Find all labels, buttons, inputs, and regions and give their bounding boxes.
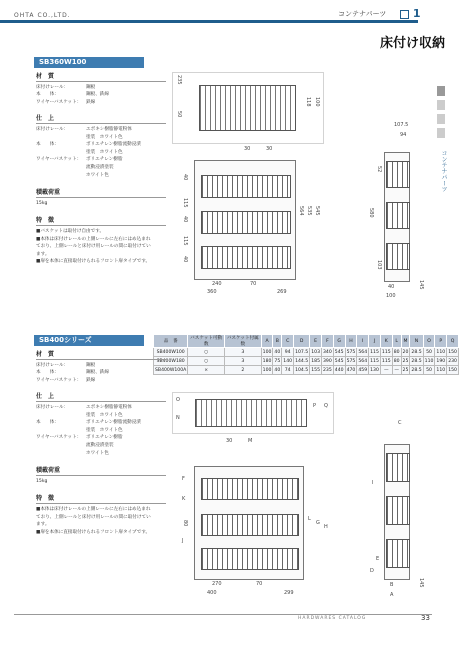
dim-label: P: [313, 403, 317, 409]
dim-label: F: [182, 476, 185, 482]
basket: [201, 246, 291, 269]
table-cell: ○: [188, 348, 225, 357]
dim-label: 115: [182, 236, 188, 246]
table-cell: 50: [423, 348, 435, 357]
dim-label: J: [182, 538, 184, 544]
product1-specs: [36, 68, 166, 266]
basket: [201, 548, 298, 570]
feature-item: ■本体は床付けレールの上側レールに左右にはめ込まれており、上側レールと床付け用レールの間に取付けています。: [36, 236, 151, 257]
chapter-number-text: 1: [412, 7, 421, 20]
table-cell: SB400W180: [154, 357, 188, 366]
table-cell: 564: [358, 358, 368, 364]
table-cell: 25: [402, 358, 409, 364]
dim-label: K: [182, 496, 186, 502]
dim-label: 145: [418, 280, 424, 290]
dim-label: 80: [182, 520, 188, 527]
features-heading: 特 徴: [36, 495, 166, 504]
table-cell: 50: [423, 366, 435, 375]
dim-label: 564: [298, 206, 304, 216]
table-cell: 575: [346, 358, 356, 364]
table-header-cell: I: [357, 335, 369, 348]
basket: [386, 496, 409, 525]
basket: [386, 161, 409, 189]
spec-row: 塗装 ホワイト色: [86, 149, 123, 155]
spec-row: 塗装 ホワイト色: [86, 427, 123, 433]
basket: [386, 539, 409, 568]
table-header-cell: A: [261, 335, 273, 348]
company-logo: OHTA CO.,LTD.: [14, 12, 71, 19]
table-cell: 110: [436, 349, 446, 355]
table-cell: 140: [283, 358, 293, 364]
table-cell: 25: [402, 367, 409, 373]
table-cell: 564: [358, 349, 368, 355]
table-cell: 2: [224, 366, 261, 375]
chapter-box-icon: [400, 10, 409, 19]
spec-row: 流動浸漬塗装: [86, 164, 114, 170]
spec-row: ワイヤーバスケット： ポリエチレン樹脂: [36, 435, 123, 441]
table-header-cell: M: [401, 335, 410, 348]
dim-label: 580: [368, 208, 374, 218]
table-cell: —: [392, 366, 401, 375]
basket: [201, 478, 298, 500]
table-cell: 115: [370, 349, 379, 355]
table-cell: 80: [393, 349, 400, 355]
table-cell: 130: [370, 367, 379, 373]
dim-label: 115: [182, 198, 188, 208]
dim-label: 240: [212, 281, 222, 287]
finish-heading: 仕 上: [36, 393, 166, 402]
material-heading: 材 質: [36, 351, 166, 360]
table-cell: 100: [262, 349, 272, 355]
material-heading: 材 質: [36, 73, 166, 82]
table-cell: 115: [381, 358, 391, 364]
dim-label: 40: [182, 174, 188, 181]
table-cell: 545: [334, 358, 344, 364]
table-header-cell: N: [410, 335, 423, 348]
dim-label: 40: [182, 216, 188, 223]
dim-label: 360: [207, 289, 217, 295]
index-tab: [437, 100, 445, 110]
table-cell: 190: [436, 358, 446, 364]
spec-row: 塗装 ホワイト色: [86, 134, 123, 140]
dimension-table: [153, 334, 459, 375]
table-cell: ×: [188, 366, 225, 375]
table-row: [154, 348, 459, 357]
table-cell: 100: [262, 367, 272, 373]
dim-label: O: [176, 397, 180, 403]
catalog-name: HARDWARES CATALOG: [298, 616, 367, 621]
index-tab: [437, 86, 445, 96]
table-cell: 235: [323, 367, 332, 373]
dim-label: A: [390, 592, 394, 598]
chapter-number: [400, 7, 421, 20]
table-cell: 470: [346, 367, 356, 373]
table-header-cell: C: [282, 335, 294, 348]
table-row: [154, 366, 459, 375]
dim-label: C: [398, 420, 402, 426]
spec-row: ワイヤーバスケット： 鉄線: [36, 99, 96, 105]
dim-label: 269: [277, 289, 287, 295]
table-cell: 40: [274, 349, 281, 355]
spec-row: 本 体： 鋼板、鉄線: [36, 370, 109, 376]
product2-specs: [36, 346, 166, 536]
dim-label: 545: [314, 206, 320, 216]
finish-heading: 仕 上: [36, 115, 166, 124]
table-cell: ○: [188, 357, 225, 366]
table-cell: 575: [346, 349, 356, 355]
table-cell: 94: [282, 348, 294, 357]
features-heading: 特 徴: [36, 217, 166, 226]
dim-label: 100: [386, 293, 396, 299]
table-cell: 155: [311, 367, 320, 373]
dim-label: 70: [250, 281, 257, 287]
table-cell: 230: [448, 358, 457, 364]
table-cell: 3: [224, 348, 261, 357]
product1-front-view: [172, 146, 322, 296]
dim-label: 270: [212, 581, 222, 587]
table-cell: 440: [334, 367, 344, 373]
load-heading: 積載荷重: [36, 189, 166, 198]
table-header-cell: 品 番: [154, 335, 188, 348]
spec-row: ワイヤーバスケット： 鉄線: [36, 377, 96, 383]
dim-label: 107.5: [394, 122, 409, 128]
feature-item: ■本体は床付けレールの上側レールに左右にはめ込まれており、上側レールと床付け用レールの間に取付けています。: [36, 506, 151, 528]
table-cell: 115: [370, 358, 379, 364]
front-view-frame: [194, 466, 304, 580]
spec-row: 塗装 ホワイト色: [86, 412, 123, 418]
table-cell: 75: [274, 358, 281, 364]
category-label: コンテナパーツ: [338, 10, 387, 18]
dim-label: H: [324, 524, 328, 530]
product2-front-view: [172, 438, 332, 603]
index-tab: [437, 128, 445, 138]
table-header-cell: F: [322, 335, 334, 348]
product2-header: SB400シリーズ: [34, 335, 144, 346]
table-header-cell: B: [273, 335, 282, 348]
dim-label: 118: [305, 97, 311, 107]
dim-label: 400: [207, 590, 217, 596]
spec-row: ホワイト色: [86, 172, 109, 178]
spec-row: ホワイト色: [86, 450, 109, 456]
table-cell: 28.5: [411, 358, 422, 364]
feature-item: ■バスケットは取付け自由です。: [36, 228, 105, 234]
table-cell: 185: [311, 358, 320, 364]
product2-top-view: [172, 392, 334, 434]
table-cell: —: [380, 366, 392, 375]
table-cell: 3: [224, 357, 261, 366]
dim-label: 40: [388, 284, 395, 290]
spec-row: 床付けレール： 鋼板: [36, 362, 96, 368]
side-view-frame: [384, 444, 410, 580]
table-cell: 340: [323, 349, 332, 355]
table-header-cell: バスケット可動数: [188, 335, 225, 348]
load-value: 15kg: [36, 478, 48, 484]
table-cell: 104.5: [295, 367, 309, 373]
table-cell: 110: [424, 358, 434, 364]
dim-label: 299: [284, 590, 294, 596]
table-header-cell: E: [310, 335, 322, 348]
table-cell: 545: [334, 349, 344, 355]
table-header-cell: Q: [447, 335, 459, 348]
page-number: 33: [421, 614, 430, 622]
basket: [386, 243, 409, 271]
table-cell: 20: [402, 349, 409, 355]
table-cell: 28.5: [411, 349, 422, 355]
table-cell: 110: [436, 367, 446, 373]
dim-label: 103: [376, 260, 382, 270]
table-header-cell: P: [435, 335, 447, 348]
dim-label: 235: [176, 75, 182, 85]
index-tabs: [437, 86, 445, 142]
basket: [201, 175, 291, 198]
dim-label: L: [308, 516, 311, 522]
basket: [201, 514, 298, 536]
spec-row: 本 体： ポリエチレン樹脂流動浸漬: [36, 420, 141, 426]
dim-label: 535: [306, 206, 312, 216]
side-category-label: コンテナパーツ: [440, 150, 447, 192]
dim-label: D: [370, 568, 374, 574]
product1-header: SB360W100: [34, 57, 144, 68]
dim-label: 52: [376, 166, 382, 173]
page-title: 床付け収納: [379, 36, 445, 51]
dim-label: 145: [418, 578, 424, 588]
load-heading: 積載荷重: [36, 467, 166, 476]
dim-label: E: [376, 556, 380, 562]
table-header-cell: O: [423, 335, 435, 348]
dim-label: B: [390, 582, 394, 588]
dim-label: 50: [176, 111, 182, 118]
table-row: [154, 357, 459, 366]
dim-label: 100: [314, 97, 320, 107]
table-cell: 150: [448, 349, 457, 355]
front-view-frame: [194, 160, 296, 280]
spec-row: 本 体： ポリエチレン樹脂流動浸漬: [36, 142, 141, 148]
table-header-cell: J: [369, 335, 381, 348]
table-cell: 459: [358, 367, 368, 373]
dim-label: 94: [400, 132, 407, 138]
table-cell: 390: [323, 358, 332, 364]
table-cell: 180: [262, 358, 272, 364]
table-header-cell: バスケット付属数: [224, 335, 261, 348]
dim-label: Q: [324, 403, 328, 409]
table-cell: SB400W100: [154, 348, 188, 357]
spec-row: 床付けレール： エポキシ樹脂静電粉体: [36, 404, 132, 410]
basket: [386, 202, 409, 230]
dim-label: G: [316, 520, 320, 526]
dim-label: 30: [244, 146, 251, 152]
top-view-basket: [199, 85, 296, 131]
dim-label: I: [372, 480, 374, 486]
footer-rule: [14, 614, 432, 615]
table-cell: SB400W100A: [155, 367, 187, 373]
spec-row: ワイヤーバスケット： ポリエチレン樹脂: [36, 157, 123, 163]
dim-label: 70: [256, 581, 263, 587]
product1-side-view: [352, 122, 432, 302]
table-cell: 40: [274, 367, 281, 373]
dim-label: 30: [266, 146, 273, 152]
dim-label: N: [176, 415, 180, 421]
table-cell: 107.5: [295, 349, 309, 355]
index-tab: [437, 114, 445, 124]
load-value: 15kg: [36, 200, 48, 206]
table-cell: 144.5: [295, 358, 309, 364]
table-cell: 103: [311, 349, 320, 355]
spec-row: 本 体： 鋼板、鉄線: [36, 92, 109, 98]
feature-item: ■扉を本体に直接取付けられるフロント扉タイプです。: [36, 529, 151, 535]
table-header-cell: D: [294, 335, 310, 348]
basket: [201, 211, 291, 234]
table-cell: 150: [448, 367, 457, 373]
header-rule: [0, 20, 418, 23]
table-cell: 28.5: [411, 367, 422, 373]
table-header-cell: K: [380, 335, 392, 348]
product2-side-view: [352, 420, 432, 605]
side-view-frame: [384, 152, 410, 282]
spec-row: 流動浸漬塗装: [86, 442, 114, 448]
basket: [386, 453, 409, 482]
dim-label: 30: [226, 438, 233, 444]
top-view-basket: [195, 399, 307, 427]
table-header-cell: L: [392, 335, 401, 348]
dim-label: 40: [182, 256, 188, 263]
spec-row: 床付けレール： 鋼板: [36, 84, 96, 90]
product1-top-view: [172, 72, 324, 144]
table-cell: 80: [393, 358, 400, 364]
table-header-cell: H: [345, 335, 357, 348]
feature-item: ■扉を本体に直接取付けられるフロント扉タイプです。: [36, 259, 151, 265]
table-cell: 74: [282, 366, 294, 375]
table-header-cell: G: [333, 335, 345, 348]
dim-label: M: [248, 438, 253, 444]
spec-row: 床付けレール： エポキシ樹脂静電粉体: [36, 126, 132, 132]
table-cell: 115: [381, 349, 391, 355]
